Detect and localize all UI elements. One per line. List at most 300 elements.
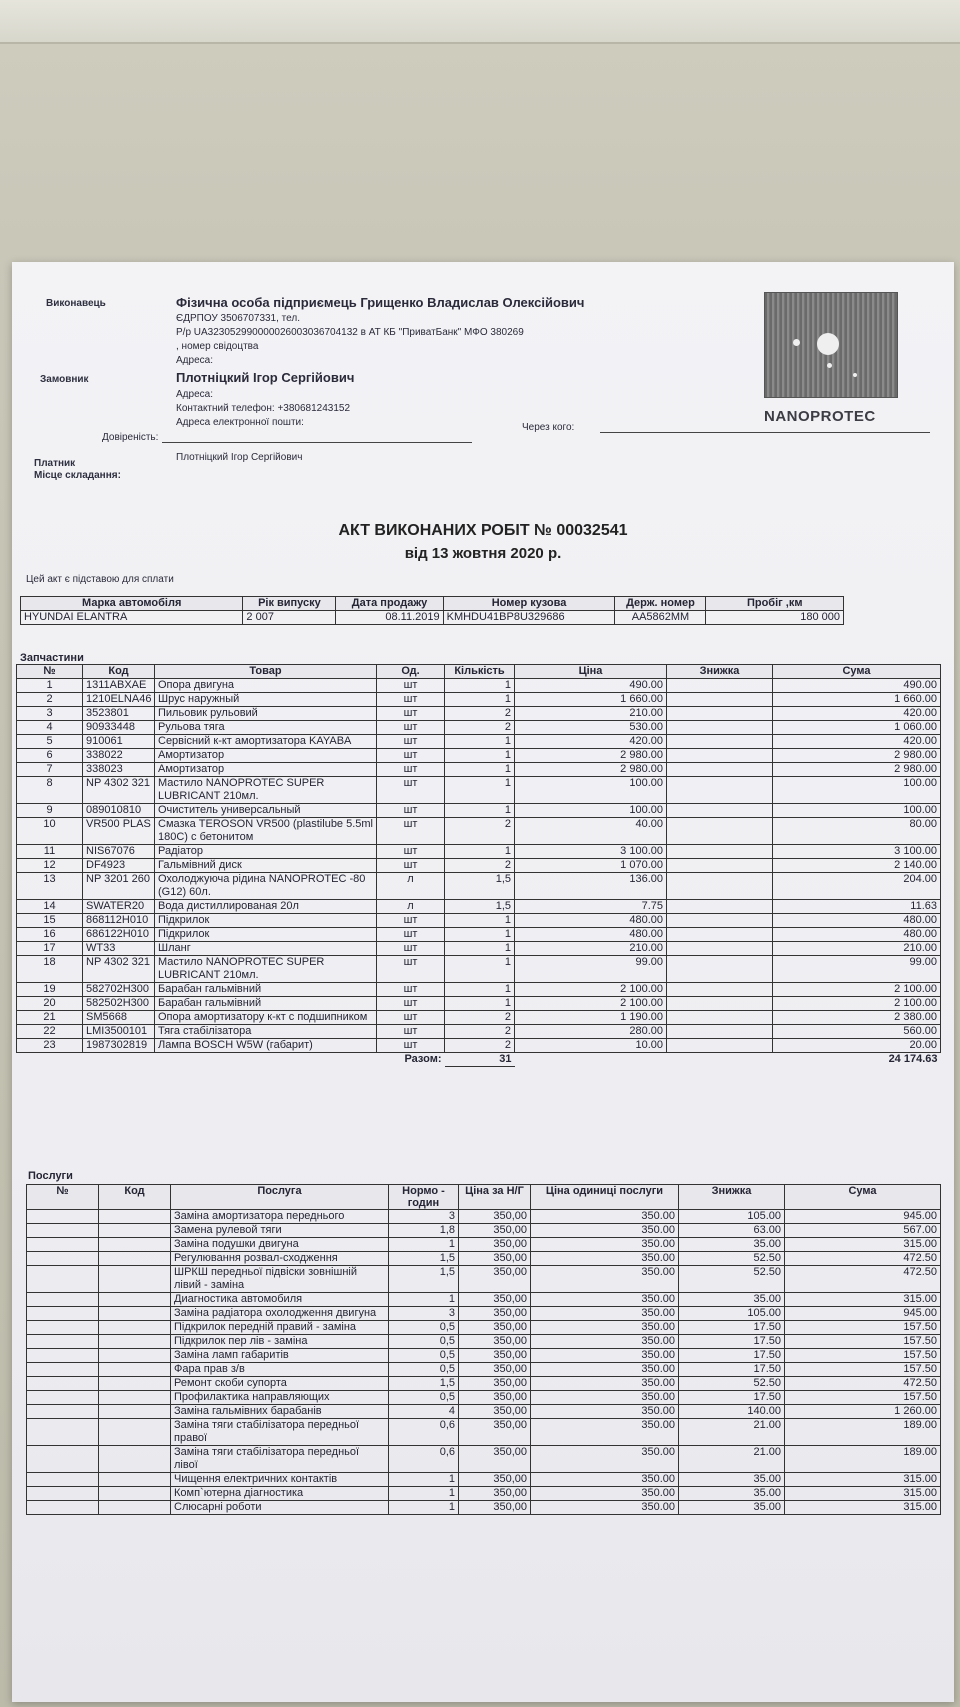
- vehicle-sale-date: 08.11.2019: [336, 611, 443, 625]
- parts-cell-4: 2: [445, 1025, 515, 1039]
- parts-cell-4: 1: [445, 804, 515, 818]
- parts-cell-6: [667, 721, 773, 735]
- services-cell-1: [99, 1321, 171, 1335]
- services-cell-3: 1: [389, 1487, 459, 1501]
- vehicle-header-cell: Дата продажу: [336, 597, 443, 611]
- services-row: [27, 1363, 941, 1377]
- parts-cell-7: 2 380.00: [773, 1011, 941, 1025]
- parts-cell-1: 910061: [83, 735, 155, 749]
- parts-cell-7: 1 660.00: [773, 693, 941, 707]
- services-cell-5: 350.00: [531, 1321, 679, 1335]
- parts-cell-7: 3 100.00: [773, 845, 941, 859]
- services-cell-7: 315.00: [785, 1293, 941, 1307]
- parts-cell-5: 10.00: [515, 1039, 667, 1053]
- parts-cell-2: Мастило NANOPROTEC SUPER LUBRICANT 210мл.: [155, 956, 377, 983]
- services-cell-5: 350.00: [531, 1391, 679, 1405]
- services-row: [27, 1349, 941, 1363]
- services-cell-6: 63.00: [679, 1224, 785, 1238]
- services-cell-5: 350.00: [531, 1363, 679, 1377]
- services-cell-4: 350,00: [459, 1473, 531, 1487]
- parts-row: [17, 997, 941, 1011]
- document-title: АКТ ВИКОНАНИХ РОБІТ № 00032541: [338, 522, 628, 539]
- parts-cell-7: 80.00: [773, 818, 941, 845]
- services-cell-0: [27, 1405, 99, 1419]
- parts-cell-0: 13: [17, 873, 83, 900]
- parts-cell-1: DF4923: [83, 859, 155, 873]
- parts-cell-0: 15: [17, 914, 83, 928]
- parts-cell-3: шт: [377, 1039, 445, 1053]
- services-cell-4: 350,00: [459, 1391, 531, 1405]
- customer-address: Адреса:: [176, 389, 213, 400]
- parts-cell-4: 1: [445, 763, 515, 777]
- place-label: Місце складання:: [34, 470, 121, 481]
- services-header-row: [27, 1185, 941, 1210]
- parts-cell-0: 7: [17, 763, 83, 777]
- services-row: [27, 1501, 941, 1515]
- services-cell-6: 17.50: [679, 1335, 785, 1349]
- services-cell-4: 350,00: [459, 1266, 531, 1293]
- parts-cell-6: [667, 1011, 773, 1025]
- parts-row: [17, 763, 941, 777]
- parts-cell-3: шт: [377, 818, 445, 845]
- parts-cell-6: [667, 942, 773, 956]
- parts-cell-2: Вода дистиллированая 20л: [155, 900, 377, 914]
- parts-cell-7: 100.00: [773, 777, 941, 804]
- document-date: від 13 жовтня 2020 р.: [404, 545, 562, 562]
- parts-cell-6: [667, 818, 773, 845]
- parts-cell-1: 338023: [83, 763, 155, 777]
- services-cell-5: 350.00: [531, 1405, 679, 1419]
- parts-cell-5: 210.00: [515, 707, 667, 721]
- parts-row: [17, 900, 941, 914]
- parts-cell-1: NIS67076: [83, 845, 155, 859]
- parts-header-cell: Код: [83, 665, 155, 679]
- services-row: [27, 1377, 941, 1391]
- parts-cell-3: шт: [377, 914, 445, 928]
- parts-cell-5: 1 070.00: [515, 859, 667, 873]
- vehicle-header-cell: Пробіг ,км: [706, 597, 844, 611]
- parts-cell-2: Амортизатор: [155, 763, 377, 777]
- parts-cell-1: 1311ABXAE: [83, 679, 155, 693]
- parts-section-label: Запчастини: [20, 652, 84, 664]
- parts-cell-3: шт: [377, 721, 445, 735]
- services-cell-6: 105.00: [679, 1307, 785, 1321]
- services-cell-6: 21.00: [679, 1419, 785, 1446]
- parts-cell-0: 1: [17, 679, 83, 693]
- parts-cell-5: 280.00: [515, 1025, 667, 1039]
- services-cell-6: 17.50: [679, 1349, 785, 1363]
- services-cell-5: 350.00: [531, 1224, 679, 1238]
- parts-cell-0: 17: [17, 942, 83, 956]
- services-cell-6: 35.00: [679, 1487, 785, 1501]
- parts-row: [17, 914, 941, 928]
- services-cell-2: Ремонт скоби супорта: [171, 1377, 389, 1391]
- services-cell-2: Замена рулевой тяги: [171, 1224, 389, 1238]
- parts-cell-1: LMI3500101: [83, 1025, 155, 1039]
- vehicle-value-row: [21, 611, 844, 625]
- parts-cell-2: Мастило NANOPROTEC SUPER LUBRICANT 210мл.: [155, 777, 377, 804]
- document-paper: [12, 262, 954, 1702]
- services-cell-0: [27, 1501, 99, 1515]
- services-cell-5: 350.00: [531, 1238, 679, 1252]
- services-cell-7: 1 260.00: [785, 1405, 941, 1419]
- services-cell-7: 472.50: [785, 1252, 941, 1266]
- parts-cell-1: WT33: [83, 942, 155, 956]
- parts-cell-2: Смазка TEROSON VR500 (plastilube 5.5ml 180C) с бетонитом: [155, 818, 377, 845]
- parts-cell-0: 23: [17, 1039, 83, 1053]
- services-cell-6: 52.50: [679, 1377, 785, 1391]
- parts-cell-6: [667, 983, 773, 997]
- parts-cell-6: [667, 1025, 773, 1039]
- services-row: [27, 1293, 941, 1307]
- vehicle-table: [20, 596, 844, 625]
- services-cell-1: [99, 1307, 171, 1321]
- services-header-cell: Знижка: [679, 1185, 785, 1210]
- parts-cell-2: Радіатор: [155, 845, 377, 859]
- services-cell-5: 350.00: [531, 1446, 679, 1473]
- services-cell-6: 52.50: [679, 1266, 785, 1293]
- parts-cell-2: Сервісний к-кт амортизатора KAYABA: [155, 735, 377, 749]
- parts-row: [17, 777, 941, 804]
- services-cell-0: [27, 1252, 99, 1266]
- services-cell-7: 157.50: [785, 1391, 941, 1405]
- services-cell-7: 189.00: [785, 1446, 941, 1473]
- services-cell-7: 315.00: [785, 1473, 941, 1487]
- services-cell-3: 0,6: [389, 1419, 459, 1446]
- vehicle-header-cell: Марка автомобіля: [21, 597, 243, 611]
- services-header-cell: Ціна одиниці послуги: [531, 1185, 679, 1210]
- services-cell-7: 945.00: [785, 1210, 941, 1224]
- parts-cell-3: шт: [377, 735, 445, 749]
- parts-cell-7: 2 100.00: [773, 997, 941, 1011]
- services-cell-1: [99, 1224, 171, 1238]
- services-cell-2: Диагностика автомобиля: [171, 1293, 389, 1307]
- services-table: [26, 1184, 941, 1515]
- services-cell-3: 0,5: [389, 1349, 459, 1363]
- parts-cell-5: 1 660.00: [515, 693, 667, 707]
- services-cell-1: [99, 1252, 171, 1266]
- parts-cell-5: 40.00: [515, 818, 667, 845]
- services-section-label: Послуги: [28, 1170, 73, 1182]
- parts-cell-0: 4: [17, 721, 83, 735]
- services-cell-1: [99, 1238, 171, 1252]
- services-cell-3: 1,5: [389, 1252, 459, 1266]
- parts-cell-0: 14: [17, 900, 83, 914]
- services-cell-1: [99, 1487, 171, 1501]
- services-header-cell: Нормо - годин: [389, 1185, 459, 1210]
- parts-cell-4: 1: [445, 735, 515, 749]
- parts-cell-5: 99.00: [515, 956, 667, 983]
- services-cell-2: ШРКШ передньої підвіски зовнішній лівий - заміна: [171, 1266, 389, 1293]
- parts-cell-5: 2 100.00: [515, 983, 667, 997]
- services-cell-3: 4: [389, 1405, 459, 1419]
- services-row: [27, 1405, 941, 1419]
- parts-row: [17, 707, 941, 721]
- services-cell-0: [27, 1321, 99, 1335]
- services-cell-7: 315.00: [785, 1238, 941, 1252]
- parts-cell-5: 136.00: [515, 873, 667, 900]
- services-cell-3: 1,5: [389, 1266, 459, 1293]
- services-cell-1: [99, 1266, 171, 1293]
- parts-cell-7: 11.63: [773, 900, 941, 914]
- parts-cell-7: 420.00: [773, 735, 941, 749]
- services-cell-4: 350,00: [459, 1487, 531, 1501]
- services-cell-2: Комп`ютерна діагностика: [171, 1487, 389, 1501]
- services-row: [27, 1419, 941, 1446]
- parts-cell-3: шт: [377, 707, 445, 721]
- parts-row: [17, 956, 941, 983]
- services-cell-5: 350.00: [531, 1473, 679, 1487]
- parts-cell-5: 490.00: [515, 679, 667, 693]
- services-cell-2: Чищення електричних контактів: [171, 1473, 389, 1487]
- parts-cell-2: Пильовик рульовий: [155, 707, 377, 721]
- services-cell-1: [99, 1446, 171, 1473]
- services-cell-7: 157.50: [785, 1363, 941, 1377]
- services-cell-7: 157.50: [785, 1335, 941, 1349]
- parts-cell-3: шт: [377, 983, 445, 997]
- parts-cell-7: 420.00: [773, 707, 941, 721]
- parts-cell-4: 1: [445, 956, 515, 983]
- services-cell-7: 189.00: [785, 1419, 941, 1446]
- parts-cell-5: 100.00: [515, 804, 667, 818]
- services-cell-6: 17.50: [679, 1391, 785, 1405]
- services-cell-7: 315.00: [785, 1487, 941, 1501]
- parts-row: [17, 928, 941, 942]
- parts-cell-6: [667, 873, 773, 900]
- services-row: [27, 1238, 941, 1252]
- parts-cell-5: 2 980.00: [515, 763, 667, 777]
- parts-cell-2: Опора амортизатору к-кт с подшипником: [155, 1011, 377, 1025]
- services-header-cell: Сума: [785, 1185, 941, 1210]
- parts-header-cell: Кількість: [445, 665, 515, 679]
- services-cell-4: 350,00: [459, 1419, 531, 1446]
- services-cell-0: [27, 1377, 99, 1391]
- parts-cell-0: 20: [17, 997, 83, 1011]
- parts-cell-4: 2: [445, 707, 515, 721]
- logo-text: NANOPROTEC: [764, 408, 876, 425]
- services-row: [27, 1335, 941, 1349]
- services-header-cell: Код: [99, 1185, 171, 1210]
- parts-cell-4: 1: [445, 942, 515, 956]
- parts-row: [17, 845, 941, 859]
- parts-cell-4: 1: [445, 983, 515, 997]
- services-cell-6: 52.50: [679, 1252, 785, 1266]
- services-cell-4: 350,00: [459, 1252, 531, 1266]
- executor-label: Виконавець: [46, 298, 106, 309]
- parts-cell-3: шт: [377, 1011, 445, 1025]
- parts-row: [17, 735, 941, 749]
- services-cell-1: [99, 1335, 171, 1349]
- services-cell-3: 1: [389, 1293, 459, 1307]
- parts-total-sum: 24 174.63: [888, 1053, 938, 1065]
- parts-cell-3: шт: [377, 749, 445, 763]
- parts-cell-7: 2 980.00: [773, 749, 941, 763]
- parts-cell-4: 1: [445, 845, 515, 859]
- services-cell-3: 3: [389, 1210, 459, 1224]
- parts-cell-1: NP 4302 321: [83, 956, 155, 983]
- services-cell-7: 472.50: [785, 1377, 941, 1391]
- parts-row: [17, 749, 941, 763]
- services-row: [27, 1252, 941, 1266]
- parts-cell-6: [667, 749, 773, 763]
- services-cell-1: [99, 1377, 171, 1391]
- services-cell-2: Заміна ламп габаритів: [171, 1349, 389, 1363]
- basis-text: Цей акт є підставою для сплати: [26, 574, 174, 585]
- parts-cell-1: 338022: [83, 749, 155, 763]
- services-cell-6: 35.00: [679, 1501, 785, 1515]
- services-cell-0: [27, 1446, 99, 1473]
- parts-cell-0: 6: [17, 749, 83, 763]
- services-cell-2: Регулювання розвал-сходження: [171, 1252, 389, 1266]
- parts-row: [17, 693, 941, 707]
- services-cell-6: 17.50: [679, 1363, 785, 1377]
- parts-cell-2: Лампа BOSCH W5W (габарит): [155, 1039, 377, 1053]
- services-cell-4: 350,00: [459, 1210, 531, 1224]
- parts-header-cell: №: [17, 665, 83, 679]
- services-cell-0: [27, 1349, 99, 1363]
- parts-cell-3: шт: [377, 859, 445, 873]
- parts-cell-6: [667, 693, 773, 707]
- vehicle-header-cell: Рік випуску: [243, 597, 336, 611]
- executor-cert: , номер свідоцтва: [176, 341, 259, 352]
- payer-label: Платник: [34, 458, 76, 469]
- services-cell-0: [27, 1335, 99, 1349]
- services-cell-4: 350,00: [459, 1363, 531, 1377]
- parts-cell-2: Рульова тяга: [155, 721, 377, 735]
- parts-cell-4: 1: [445, 997, 515, 1011]
- services-cell-4: 350,00: [459, 1405, 531, 1419]
- services-cell-1: [99, 1391, 171, 1405]
- nanoprotec-logo: [764, 292, 896, 434]
- trust-label: Довіреність:: [102, 432, 159, 443]
- services-cell-4: 350,00: [459, 1377, 531, 1391]
- parts-cell-0: 21: [17, 1011, 83, 1025]
- services-cell-5: 350.00: [531, 1307, 679, 1321]
- services-cell-2: Фара прав з/в: [171, 1363, 389, 1377]
- services-cell-4: 350,00: [459, 1349, 531, 1363]
- parts-row: [17, 818, 941, 845]
- parts-row: [17, 1025, 941, 1039]
- parts-cell-5: 2 100.00: [515, 997, 667, 1011]
- background-shelf-edge: [0, 0, 960, 44]
- executor-edrpou: ЄДРПОУ 3506707331, тел.: [176, 313, 300, 324]
- services-cell-0: [27, 1307, 99, 1321]
- services-cell-1: [99, 1363, 171, 1377]
- services-cell-5: 350.00: [531, 1252, 679, 1266]
- parts-cell-4: 2: [445, 818, 515, 845]
- parts-cell-2: Підкрилок: [155, 914, 377, 928]
- parts-cell-3: шт: [377, 928, 445, 942]
- parts-row: [17, 983, 941, 997]
- services-cell-1: [99, 1349, 171, 1363]
- services-cell-5: 350.00: [531, 1293, 679, 1307]
- parts-cell-2: Гальмівний диск: [155, 859, 377, 873]
- vehicle-make: HYUNDAI ELANTRA: [21, 611, 243, 625]
- services-cell-0: [27, 1391, 99, 1405]
- services-cell-6: 35.00: [679, 1473, 785, 1487]
- services-cell-5: 350.00: [531, 1266, 679, 1293]
- parts-cell-0: 18: [17, 956, 83, 983]
- services-header-cell: №: [27, 1185, 99, 1210]
- parts-cell-0: 16: [17, 928, 83, 942]
- parts-cell-7: 2 980.00: [773, 763, 941, 777]
- services-cell-4: 350,00: [459, 1224, 531, 1238]
- parts-cell-7: 100.00: [773, 804, 941, 818]
- services-cell-0: [27, 1210, 99, 1224]
- services-row: [27, 1266, 941, 1293]
- parts-cell-6: [667, 735, 773, 749]
- services-cell-6: 17.50: [679, 1321, 785, 1335]
- services-cell-0: [27, 1419, 99, 1446]
- parts-cell-3: шт: [377, 777, 445, 804]
- services-cell-2: Заміна амортизатора переднього: [171, 1210, 389, 1224]
- services-cell-0: [27, 1238, 99, 1252]
- parts-cell-1: VR500 PLAS: [83, 818, 155, 845]
- services-cell-3: 1: [389, 1473, 459, 1487]
- services-cell-4: 350,00: [459, 1335, 531, 1349]
- services-cell-2: Підкрилок пер лів - заміна: [171, 1335, 389, 1349]
- parts-table: [16, 664, 941, 1067]
- parts-cell-0: 22: [17, 1025, 83, 1039]
- parts-cell-0: 2: [17, 693, 83, 707]
- parts-cell-0: 12: [17, 859, 83, 873]
- services-cell-0: [27, 1266, 99, 1293]
- services-cell-7: 472.50: [785, 1266, 941, 1293]
- parts-cell-5: 7.75: [515, 900, 667, 914]
- parts-total-row: [17, 1053, 941, 1067]
- parts-cell-6: [667, 928, 773, 942]
- services-cell-7: 157.50: [785, 1321, 941, 1335]
- parts-cell-7: 480.00: [773, 928, 941, 942]
- parts-cell-0: 5: [17, 735, 83, 749]
- parts-cell-3: шт: [377, 804, 445, 818]
- parts-cell-0: 3: [17, 707, 83, 721]
- parts-cell-7: 1 060.00: [773, 721, 941, 735]
- customer-label: Замовник: [40, 374, 89, 385]
- parts-cell-3: шт: [377, 956, 445, 983]
- parts-cell-2: Підкрилок: [155, 928, 377, 942]
- services-cell-5: 350.00: [531, 1210, 679, 1224]
- services-cell-0: [27, 1473, 99, 1487]
- services-cell-3: 1,5: [389, 1377, 459, 1391]
- parts-cell-4: 2: [445, 859, 515, 873]
- services-cell-3: 0,5: [389, 1321, 459, 1335]
- parts-header-row: [17, 665, 941, 679]
- parts-cell-0: 8: [17, 777, 83, 804]
- services-cell-5: 350.00: [531, 1501, 679, 1515]
- services-cell-6: 140.00: [679, 1405, 785, 1419]
- services-cell-4: 350,00: [459, 1307, 531, 1321]
- services-cell-5: 350.00: [531, 1349, 679, 1363]
- services-cell-3: 0,5: [389, 1391, 459, 1405]
- services-cell-3: 0,5: [389, 1335, 459, 1349]
- services-cell-6: 35.00: [679, 1238, 785, 1252]
- parts-cell-2: Барабан гальмівний: [155, 983, 377, 997]
- parts-cell-6: [667, 679, 773, 693]
- parts-cell-6: [667, 845, 773, 859]
- vehicle-mileage: 180 000: [706, 611, 844, 625]
- parts-cell-0: 11: [17, 845, 83, 859]
- parts-cell-5: 1 190.00: [515, 1011, 667, 1025]
- parts-cell-5: 210.00: [515, 942, 667, 956]
- services-cell-4: 350,00: [459, 1446, 531, 1473]
- services-row: [27, 1307, 941, 1321]
- services-cell-1: [99, 1501, 171, 1515]
- parts-cell-4: 1,5: [445, 873, 515, 900]
- services-cell-7: 157.50: [785, 1349, 941, 1363]
- parts-row: [17, 721, 941, 735]
- parts-cell-6: [667, 763, 773, 777]
